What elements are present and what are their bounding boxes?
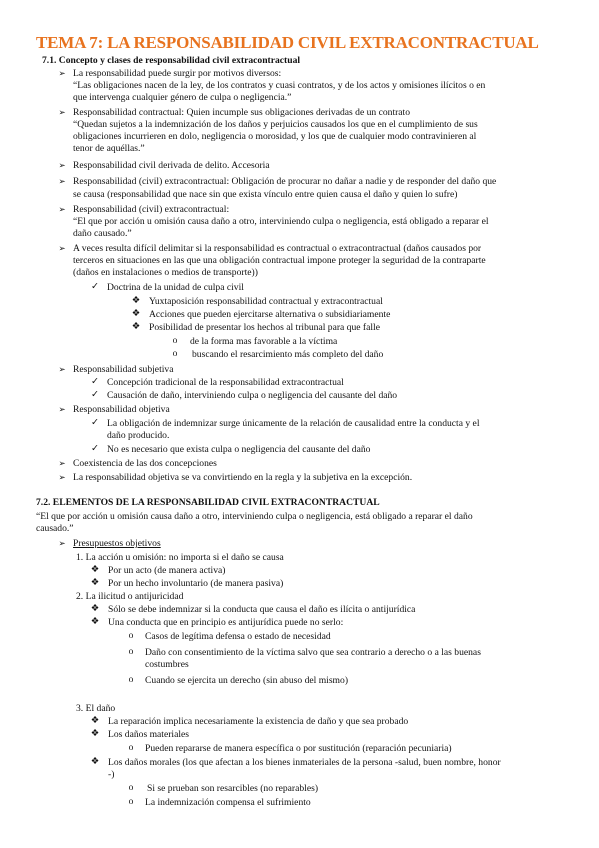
list-item: Responsabilidad (civil) extracontractual: Obligación de procurar no dañar a nadie y de responder del daño que	[73, 176, 497, 187]
check-bullet-icon: ✓	[91, 377, 99, 387]
sub-list-item: La reparación implica necesariamente la existencia de daño y que sea probado	[108, 716, 409, 727]
sub-list-item: Los daños materiales	[108, 729, 189, 740]
quote-line: “El que por acción u omisión causa daño a otro, interviniendo culpa o negligencia, está obligado a reparar el	[73, 216, 489, 227]
sub-sub-list-item: Posibilidad de presentar los hechos al tribunal para que falle	[149, 322, 380, 333]
subsection-heading: Presupuestos objetivos	[73, 538, 161, 549]
nested-list-item: Cuando se ejercita un derecho (sin abuso del mismo)	[145, 675, 349, 686]
list-item: Responsabilidad civil derivada de delito. Accesoria	[73, 160, 270, 171]
check-bullet-icon: ✓	[91, 282, 99, 292]
sub-list-item-continuation: daño producido.	[107, 430, 170, 441]
nested-list-item: buscando el resarcimiento más completo del daño	[192, 349, 384, 360]
sub-list-item: No es necesario que exista culpa o negligencia del causante del daño	[107, 444, 371, 455]
circle-bullet-icon: o	[128, 675, 134, 685]
quote-line: “Quedan sujetos a la indemnización de los daños y perjuicios causados los que en el cumplimiento de sus	[73, 119, 478, 130]
quote-line: daño causado.”	[73, 228, 132, 239]
nested-list-item: de la forma mas favorable a la víctima	[190, 336, 338, 347]
sub-list-item-continuation: -)	[108, 769, 115, 780]
sub-list-item: Por un acto (de manera activa)	[108, 565, 226, 576]
nested-list-item: La indemnización compensa el sufrimiento	[145, 797, 311, 808]
diamond-bullet-icon: ❖	[90, 729, 100, 739]
sub-list-item: Doctrina de la unidad de culpa civil	[107, 282, 244, 293]
diamond-bullet-icon: ❖	[90, 578, 100, 588]
check-bullet-icon: ✓	[91, 390, 99, 400]
arrow-bullet-icon: ➢	[58, 107, 66, 117]
arrow-bullet-icon: ➢	[58, 204, 66, 214]
circle-bullet-icon: o	[172, 336, 178, 346]
sub-list-item: Causación de daño, interviniendo culpa o negligencia del causante del daño	[107, 390, 398, 401]
circle-bullet-icon: o	[128, 743, 134, 753]
arrow-bullet-icon: ➢	[58, 68, 66, 78]
list-item: Responsabilidad (civil) extracontractual:	[73, 204, 230, 215]
sub-list-item: Una conducta que en principio es antijurídica puede no serlo:	[108, 617, 344, 628]
numbered-item: 2. La ilicitud o antijuricidad	[76, 591, 184, 602]
list-item: Coexistencia de las dos concepciones	[73, 458, 217, 469]
numbered-item: 3. El daño	[76, 703, 116, 714]
sub-sub-list-item: Acciones que pueden ejercitarse alternativa o subsidiariamente	[149, 309, 391, 320]
circle-bullet-icon: o	[128, 783, 134, 793]
check-bullet-icon: ✓	[91, 444, 99, 454]
sub-list-item: Sólo se debe indemnizar si la conducta que causa el daño es ilícita o antijurídica	[108, 604, 416, 615]
circle-bullet-icon: o	[128, 647, 134, 657]
list-item: Responsabilidad subjetiva	[73, 364, 174, 375]
nested-list-item: Pueden repararse de manera específica o por sustitución (reparación pecuniaria)	[145, 743, 452, 754]
document-title: TEMA 7: LA RESPONSABILIDAD CIVIL EXTRACONTRACTUAL	[36, 33, 539, 52]
list-item: Responsabilidad contractual: Quien incumple sus obligaciones derivadas de un contrato	[73, 107, 411, 118]
quote-line: que intervenga cualquier género de culpa o negligencia.”	[73, 92, 292, 103]
circle-bullet-icon: o	[128, 797, 134, 807]
diamond-bullet-icon: ❖	[131, 322, 141, 332]
diamond-bullet-icon: ❖	[131, 309, 141, 319]
sub-list-item: Por un hecho involuntario (de manera pasiva)	[108, 578, 284, 589]
section-2-heading: 7.2. ELEMENTOS DE LA RESPONSABILIDAD CIVIL EXTRACONTRACTUAL	[36, 497, 380, 508]
arrow-bullet-icon: ➢	[58, 243, 66, 253]
diamond-bullet-icon: ❖	[90, 604, 100, 614]
sub-list-item: La obligación de indemnizar surge únicamente de la relación de causalidad entre la conducta y el	[107, 418, 480, 429]
arrow-bullet-icon: ➢	[58, 404, 66, 414]
arrow-bullet-icon: ➢	[58, 176, 66, 186]
diamond-bullet-icon: ❖	[90, 716, 100, 726]
sub-list-item: Concepción tradicional de la responsabilidad extracontractual	[107, 377, 344, 388]
check-bullet-icon: ✓	[91, 418, 99, 428]
nested-list-item: Casos de legítima defensa o estado de necesidad	[145, 631, 331, 642]
arrow-bullet-icon: ➢	[58, 458, 66, 468]
diamond-bullet-icon: ❖	[90, 617, 100, 627]
nested-list-item-continuation: costumbres	[145, 659, 189, 670]
quote-line: causado.”	[36, 523, 74, 534]
arrow-bullet-icon: ➢	[58, 364, 66, 374]
nested-list-item: Si se prueban son resarcibles (no reparables)	[147, 783, 319, 794]
list-item-continuation: se causa (responsabilidad que nace sin que exista vínculo entre quien causa el daño y quien lo sufre)	[73, 189, 458, 200]
quote-line: tenor de aquéllas.”	[73, 143, 145, 154]
list-item: Responsabilidad objetiva	[73, 404, 170, 415]
diamond-bullet-icon: ❖	[90, 757, 100, 767]
section-1-heading: 7.1. Concepto y clases de responsabilidad civil extracontractual	[42, 55, 301, 66]
numbered-item: 1. La acción u omisión: no importa si el daño se causa	[76, 552, 284, 563]
sub-sub-list-item: Yuxtaposición responsabilidad contractual y extracontractual	[149, 296, 383, 307]
list-item: La responsabilidad objetiva se va convirtiendo en la regla y la subjetiva en la excepción.	[73, 472, 413, 483]
arrow-bullet-icon: ➢	[58, 160, 66, 170]
nested-list-item: Daño con consentimiento de la víctima salvo que sea contrario a derecho o a las buenas	[145, 647, 481, 658]
diamond-bullet-icon: ❖	[90, 565, 100, 575]
quote-line: “El que por acción u omisión causa daño a otro, interviniendo culpa o negligencia, está obligado a reparar el daño	[36, 511, 473, 522]
sub-list-item: Los daños morales (los que afectan a los bienes inmateriales de la persona -salud, buen nombre, honor	[108, 757, 501, 768]
list-item: La responsabilidad puede surgir por motivos diversos:	[73, 68, 282, 79]
list-item-continuation: (daños en instalaciones o medios de transporte))	[73, 267, 258, 278]
list-item: A veces resulta difícil delimitar si la responsabilidad es contractual o extracontractual (daños causados por	[73, 243, 482, 254]
arrow-bullet-icon: ➢	[58, 538, 66, 548]
circle-bullet-icon: o	[128, 631, 134, 641]
list-item-continuation: terceros en situaciones en las que una obligación contractual impone proteger la seguridad de la contraparte	[73, 255, 486, 266]
quote-line: obligaciones incurrieren en dolo, negligencia o morosidad, y los que de cualquier modo contravinieren al	[73, 131, 477, 142]
quote-line: “Las obligaciones nacen de la ley, de los contratos y cuasi contratos, y de los actos y omisiones ilícitos o en	[73, 80, 486, 91]
circle-bullet-icon: o	[172, 349, 178, 359]
arrow-bullet-icon: ➢	[58, 472, 66, 482]
diamond-bullet-icon: ❖	[131, 296, 141, 306]
